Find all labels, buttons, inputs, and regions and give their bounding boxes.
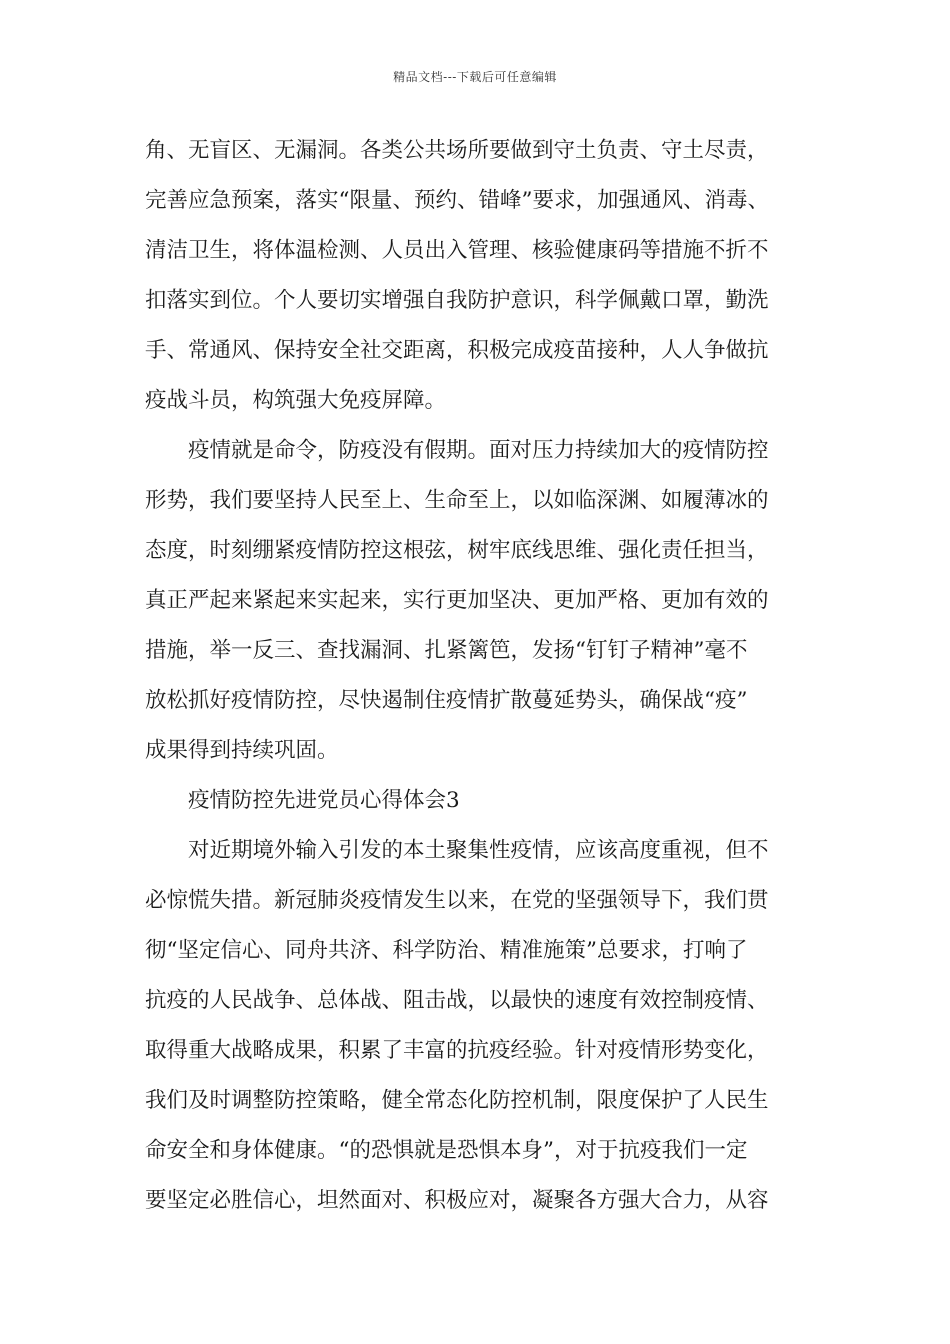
text-line: 抗疫的人民战争、总体战、阻击战，以最快的速度有效控制疫情、 [145,988,769,1013]
text-line: 放松抓好疫情防控，尽快遏制住疫情扩散蔓延势头，确保战“疫” [145,688,748,713]
text-line: 态度，时刻绷紧疫情防控这根弦，树牢底线思维、强化责任担当， [145,538,769,563]
text-line: 取得重大战略成果，积累了丰富的抗疫经验。针对疫情形势变化， [145,1038,769,1063]
text-line: 真正严起来紧起来实起来，实行更加坚决、更加严格、更加有效的 [145,588,769,613]
text-line: 疫战斗员，构筑强大免疫屏障。 [145,388,447,413]
text-line: 措施，举一反三、查找漏洞、扎紧篱笆，发扬“钉钉子精神”毫不 [145,638,748,663]
page-header: 精品文档---下载后可任意编辑 [393,70,557,84]
text-line: 扣落实到位。个人要切实增强自我防护意识，科学佩戴口罩，勤洗 [145,288,769,313]
paragraph-start-line: 疫情就是命令，防疫没有假期。面对压力持续加大的疫情防控 [188,438,769,463]
paragraph-start-line: 对近期境外输入引发的本土聚集性疫情，应该高度重视，但不 [188,838,769,863]
text-line: 要坚定必胜信心，坦然面对、积极应对，凝聚各方强大合力，从容 [145,1188,769,1213]
text-line: 成果得到持续巩固。 [145,738,339,763]
text-line: 命安全和身体健康。“的恐惧就是恐惧本身”，对于抗疫我们一定 [145,1138,748,1163]
text-line: 彻“坚定信心、同舟共济、科学防治、精准施策”总要求，打响了 [145,938,748,963]
section-heading: 疫情防控先进党员心得体会3 [188,788,460,813]
text-line: 手、常通风、保持安全社交距离，积极完成疫苗接种，人人争做抗 [145,338,769,363]
text-line: 必惊慌失措。新冠肺炎疫情发生以来，在党的坚强领导下，我们贯 [145,888,769,913]
text-line: 形势，我们要坚持人民至上、生命至上，以如临深渊、如履薄冰的 [145,488,769,513]
text-line: 角、无盲区、无漏洞。各类公共场所要做到守土负责、守土尽责， [145,138,769,163]
text-line: 我们及时调整防控策略，健全常态化防控机制，限度保护了人民生 [145,1088,769,1113]
document-body [145,126,810,1226]
text-line: 完善应急预案，落实“限量、预约、错峰”要求，加强通风、消毒、 [145,188,769,213]
text-line: 清洁卫生，将体温检测、人员出入管理、核验健康码等措施不折不 [145,238,769,263]
